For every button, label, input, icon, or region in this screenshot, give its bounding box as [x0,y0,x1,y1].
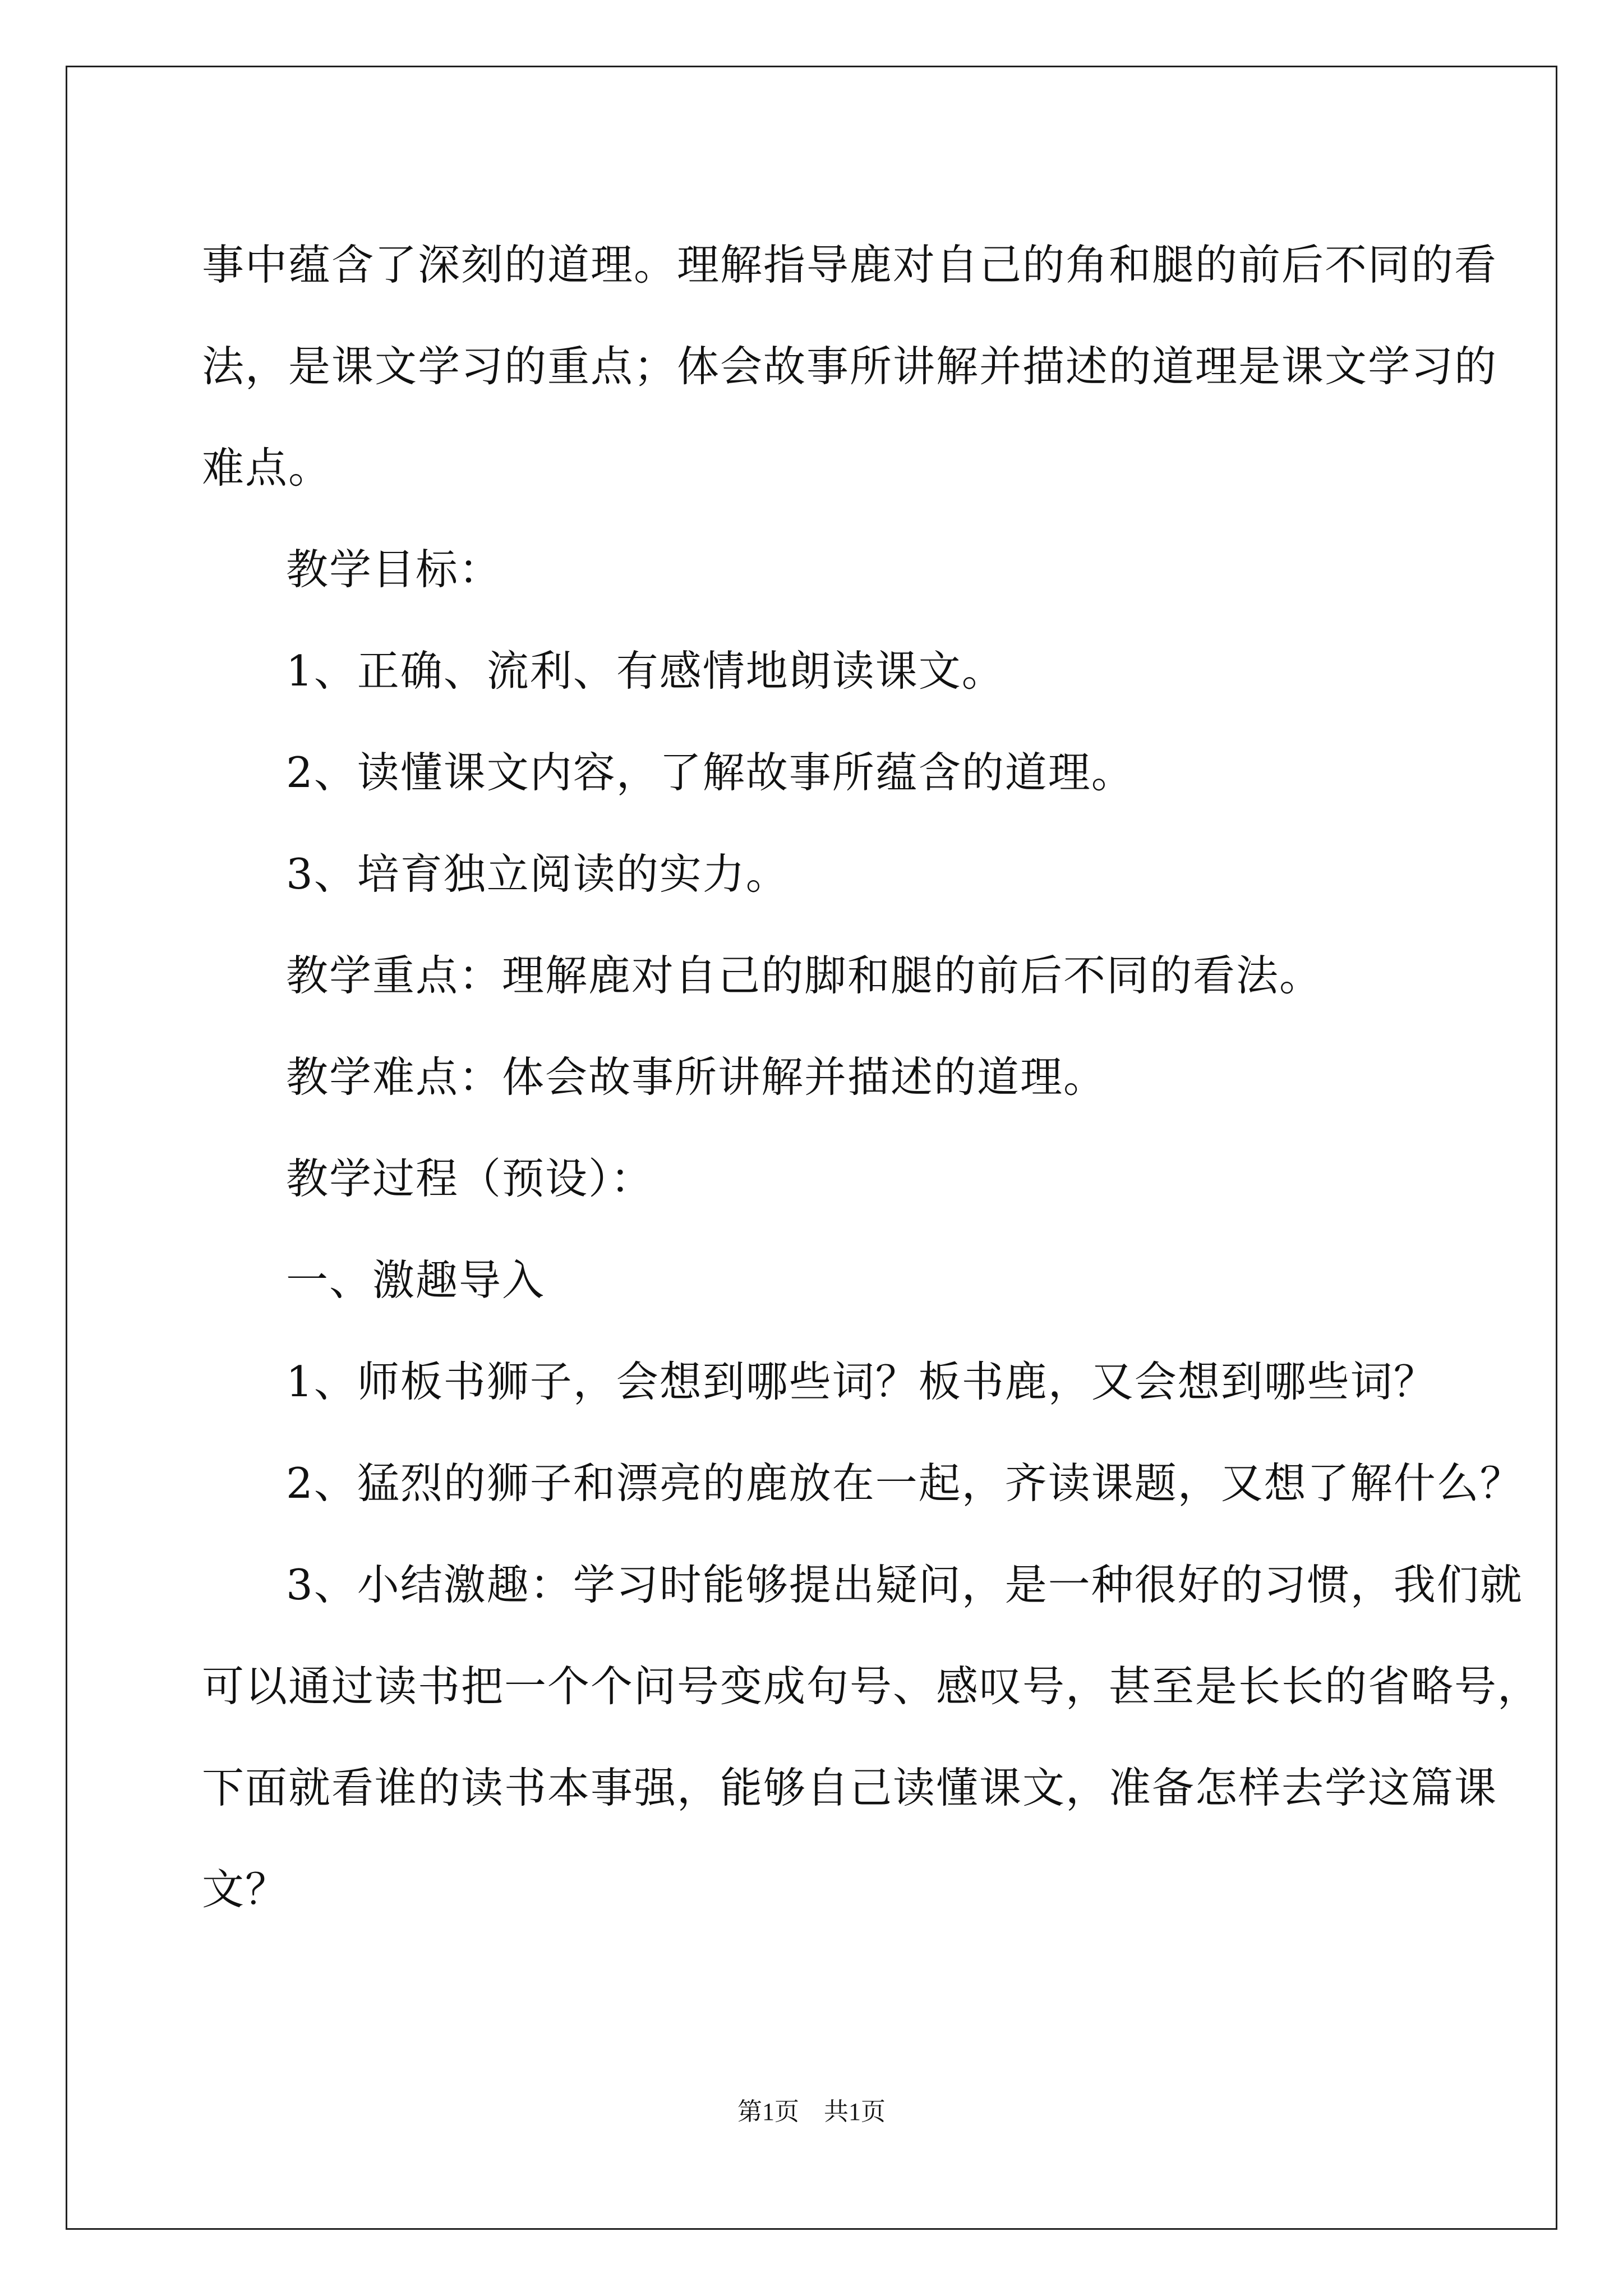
objective-item: 2、读懂课文内容，了解故事所蕴含的道理。 [286,748,1135,797]
objective-item: 3、培育独立阅读的实力。 [286,849,789,899]
paragraph-line: 事中蕴含了深刻的道理。理解指导鹿对自己的角和腿的前后不同的看 [202,240,1498,289]
paragraph-line: 法，是课文学习的重点；体会故事所讲解并描述的道理是课文学习的 [202,342,1498,391]
process-item: 2、猛烈的狮子和漂亮的鹿放在一起，齐读课题，又想了解什么？ [286,1458,1523,1508]
difficult-point: 教学难点：体会故事所讲解并描述的道理。 [286,1052,1107,1102]
document-body [202,214,1541,1940]
paragraph-line: 难点。 [202,443,332,493]
section-heading-process: 教学过程（预设）： [286,1154,654,1203]
process-item: 3、小结激趣：学习时能够提出疑问，是一种很好的习惯，我们就 [286,1560,1523,1609]
process-item: 1、师板书狮子，会想到哪些词？板书鹿，又会想到哪些词？ [286,1357,1437,1406]
page-footer: 第1页 共1页 [737,2098,886,2125]
objective-item: 1、正确、流利、有感情地朗读课文。 [286,646,1005,696]
paragraph-line: 下面就看谁的读书本事强，能够自己读懂课文，准备怎样去学这篇课 [202,1763,1498,1812]
paragraph-line: 文？ [202,1865,289,1914]
section-heading-objectives: 教学目标： [286,545,502,594]
section-heading-intro: 一、激趣导入 [286,1255,546,1305]
paragraph-line: 可以通过读书把一个个问号变成句号、感叹号，甚至是长长的省略号， [202,1662,1541,1711]
key-point: 教学重点：理解鹿对自己的脚和腿的前后不同的看法。 [286,951,1323,1000]
